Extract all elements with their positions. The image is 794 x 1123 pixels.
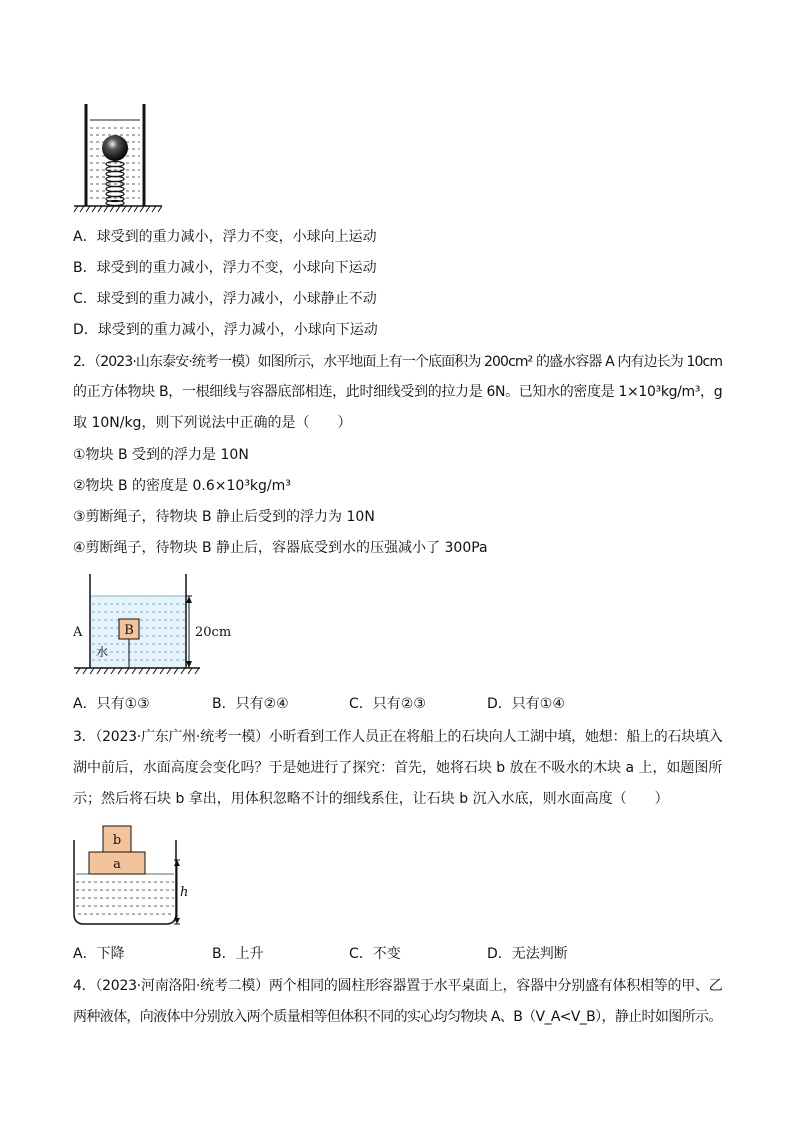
q3-option-c: C．不变 xyxy=(349,946,401,962)
q2-stem-line1: 2．（2023·山东泰安·统考一模）如图所示，水平地面上有一个底面积为 200cm² 的盛水容器 A 内有边长为 10cm xyxy=(73,354,723,370)
q3-option-a: A．下降 xyxy=(73,946,125,962)
q1-option-a: A．球受到的重力减小，浮力不变，小球向上运动 xyxy=(73,229,377,245)
q1-option-c: C．球受到的重力减小，浮力减小，小球静止不动 xyxy=(73,291,377,307)
container-label: A xyxy=(73,625,83,640)
figure-container-block xyxy=(70,572,240,682)
q1-option-b: B．球受到的重力减小，浮力不变，小球向下运动 xyxy=(73,260,377,276)
figure-floating-blocks xyxy=(70,820,190,932)
q3-stem-line1: 3．（2023·广东广州·统考一模）小昕看到工作人员正在将船上的石块向人工湖中填，她想：船上的石块填入 xyxy=(73,729,723,745)
q2-option-a: A．只有①③ xyxy=(73,696,150,712)
q2-statement-3: ③剪断绳子，待物块 B 静止后受到的浮力为 10N xyxy=(73,509,375,525)
q2-statement-4: ④剪断绳子，待物块 B 静止后，容器底受到水的压强减小了 300Pa xyxy=(73,540,488,556)
height-label: 20cm xyxy=(195,625,232,640)
q2-option-d: D．只有①④ xyxy=(487,696,565,712)
h-label: h xyxy=(180,885,189,900)
spring xyxy=(106,162,124,206)
q3-options xyxy=(73,944,723,964)
q2-stem-line2: 的正方体物块 B，一根细线与容器底部相连，此时细线受到的拉力是 6N。已知水的密度是 1×10³kg/m³，g xyxy=(73,384,723,400)
q1-option-d: D．球受到的重力减小，浮力减小，小球向下运动 xyxy=(73,322,378,338)
block-b-label: b xyxy=(112,833,122,848)
q2-statement-1: ①物块 B 受到的浮力是 10N xyxy=(73,447,249,463)
q4-stem-line2: 两种液体，向液体中分别放入两个质量相等但体积不同的实心均匀物块 A、B（V_A<V_B），静止时如图所示。 xyxy=(73,1009,722,1025)
q2-option-b: B．只有②④ xyxy=(212,696,289,712)
q4-stem-line1: 4．（2023·河南洛阳·统考二模）两个相同的圆柱形容器置于水平桌面上，容器中分别盛有体积相等的甲、乙 xyxy=(73,978,723,994)
q3-option-b: B．上升 xyxy=(212,946,264,962)
q2-options xyxy=(73,694,723,714)
block-a-label: a xyxy=(113,857,121,872)
figure-ball-spring xyxy=(70,100,165,215)
q2-option-c: C．只有②③ xyxy=(349,696,426,712)
q3-option-d: D．无法判断 xyxy=(487,946,568,962)
ball xyxy=(102,135,128,161)
q3-stem-line2: 湖中前后，水面高度会变化吗？于是她进行了探究：首先，她将石块 b 放在不吸水的木块 a 上，如题图所 xyxy=(73,760,723,776)
q2-statement-2: ②物块 B 的密度是 0.6×10³kg/m³ xyxy=(73,478,291,494)
q3-stem-line3: 示；然后将石块 b 拿出，用体积忽略不计的细线系住，让石块 b 沉入水底，则水面高度（ ） xyxy=(73,791,669,807)
water-label: 水 xyxy=(96,645,109,659)
block-b-label: B xyxy=(124,623,134,638)
q2-stem-line3: 取 10N/kg，则下列说法中正确的是（ ） xyxy=(73,415,352,431)
